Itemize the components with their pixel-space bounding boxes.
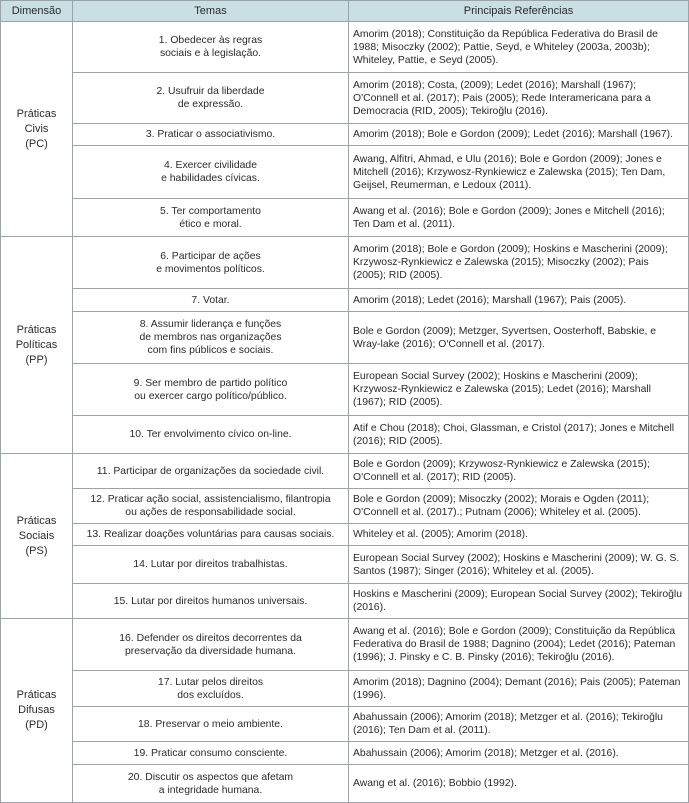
tema-cell: 9. Ser membro de partido político ou exercer cargo político/público. bbox=[73, 364, 349, 416]
referencias-cell: Awang, Alfitri, Ahmad, e Ulu (2016); Bole e Gordon (2009); Jones e Mitchell (2016); Krzywosz-Rynkiewicz e Zalewska (2015); Ten Dam, Geijsel, Reumerman, e Ledoux (2011). bbox=[349, 146, 689, 199]
table-row bbox=[1, 146, 689, 199]
tema-cell: 15. Lutar por direitos humanos universais. bbox=[73, 584, 349, 619]
table-row bbox=[1, 73, 689, 124]
header-temas: Temas bbox=[73, 1, 349, 22]
table-row bbox=[1, 454, 689, 489]
referencias-cell: Awang et al. (2016); Bobbio (1992). bbox=[349, 765, 689, 803]
table-row bbox=[1, 584, 689, 619]
dimension-cell: Práticas Sociais (PS) bbox=[1, 454, 73, 619]
tema-cell: 1. Obedecer às regras sociais e à legislação. bbox=[73, 22, 349, 73]
referencias-cell: Whiteley et al. (2005); Amorim (2018). bbox=[349, 524, 689, 546]
tema-cell: 6. Participar de ações e movimentos políticos. bbox=[73, 237, 349, 289]
table-row bbox=[1, 364, 689, 416]
table-row bbox=[1, 742, 689, 765]
tema-cell: 4. Exercer civilidade e habilidades cívicas. bbox=[73, 146, 349, 199]
tema-cell: 5. Ter comportamento ético e moral. bbox=[73, 199, 349, 237]
tema-cell: 10. Ter envolvimento cívico on-line. bbox=[73, 416, 349, 454]
table-row bbox=[1, 416, 689, 454]
tema-cell: 2. Usufruir da liberdade de expressão. bbox=[73, 73, 349, 124]
header-referencias: Principais Referências bbox=[349, 1, 689, 22]
tema-cell: 16. Defender os direitos decorrentes da preservação da diversidade humana. bbox=[73, 619, 349, 671]
tema-cell: 12. Praticar ação social, assistencialismo, filantropia ou ações de responsabilidade social. bbox=[73, 489, 349, 524]
dimension-cell: Práticas Difusas (PD) bbox=[1, 619, 73, 803]
tema-cell: 11. Participar de organizações da sociedade civil. bbox=[73, 454, 349, 489]
table-row bbox=[1, 124, 689, 146]
header-dimensao: Dimensão bbox=[1, 1, 73, 22]
tema-cell: 13. Realizar doações voluntárias para causas sociais. bbox=[73, 524, 349, 546]
tema-cell: 3. Praticar o associativismo. bbox=[73, 124, 349, 146]
table-row bbox=[1, 546, 689, 584]
referencias-cell: Amorim (2018); Constituição da República Federativa do Brasil de 1988; Misoczky (2002); Pattie, Seyd, e Whiteley (2003a, 2003b); Whiteley, Pattie, e Seyd (2005). bbox=[349, 22, 689, 73]
tema-cell: 18. Preservar o meio ambiente. bbox=[73, 707, 349, 742]
referencias-cell: Amorim (2018); Dagnino (2004); Demant (2016); Pais (2005); Pateman (1996). bbox=[349, 671, 689, 707]
table-row bbox=[1, 199, 689, 237]
referencias-cell: Abahussain (2006); Amorim (2018); Metzger et al. (2016); Tekiroğlu (2016); Ten Dam et al. (2011). bbox=[349, 707, 689, 742]
referencias-cell: Amorim (2018); Bole e Gordon (2009); Hoskins e Mascherini (2009); Krzywosz-Rynkiewicz e Zalewska (2015); Misoczky (2002); Pais (2005); RID (2005). bbox=[349, 237, 689, 289]
tema-cell: 8. Assumir liderança e funções de membros nas organizações com fins públicos e sociais. bbox=[73, 312, 349, 364]
table-row bbox=[1, 237, 689, 289]
table-row bbox=[1, 707, 689, 742]
tema-cell: 19. Praticar consumo consciente. bbox=[73, 742, 349, 765]
referencias-cell: Awang et al. (2016); Bole e Gordon (2009); Jones e Mitchell (2016); Ten Dam et al. (2011). bbox=[349, 199, 689, 237]
table-row bbox=[1, 524, 689, 546]
header-row bbox=[1, 1, 689, 22]
referencias-cell: European Social Survey (2002); Hoskins e Mascherini (2009); W. G. S. Santos (1987); Singer (2016); Whiteley et al. (2005). bbox=[349, 546, 689, 584]
table-row bbox=[1, 619, 689, 671]
referencias-cell: Bole e Gordon (2009); Misoczky (2002); Morais e Ogden (2011); O'Connell et al. (2017).; Putnam (2006); Whiteley et al. (2005). bbox=[349, 489, 689, 524]
referencias-cell: Amorim (2018); Ledet (2016); Marshall (1967); Pais (2005). bbox=[349, 289, 689, 312]
referencias-cell: Amorim (2018); Bole e Gordon (2009); Ledet (2016); Marshall (1967). bbox=[349, 124, 689, 146]
referencias-cell: Awang et al. (2016); Bole e Gordon (2009); Constituição da República Federativa do Brasil de 1988; Dagnino (2004); Ledet (2016); Pateman (1996); J. Pinsky e C. B. Pinsky (2016); Tekiroğlu (2016). bbox=[349, 619, 689, 671]
referencias-cell: Atif e Chou (2018); Choi, Glassman, e Cristol (2017); Jones e Mitchell (2016); RID (2005). bbox=[349, 416, 689, 454]
referencias-cell: European Social Survey (2002); Hoskins e Mascherini (2009); Krzywosz-Rynkiewicz e Zalewska (2015); Ledet (2016); Marshall (1967); RID (2005). bbox=[349, 364, 689, 416]
table-row bbox=[1, 765, 689, 803]
referencias-cell: Bole e Gordon (2009); Metzger, Syvertsen, Oosterhoff, Babskie, e Wray-lake (2016); O'Connell et al. (2017). bbox=[349, 312, 689, 364]
table-row bbox=[1, 489, 689, 524]
tema-cell: 7. Votar. bbox=[73, 289, 349, 312]
referencias-cell: Abahussain (2006); Amorim (2018); Metzger et al. (2016). bbox=[349, 742, 689, 765]
tema-cell: 17. Lutar pelos direitos dos excluídos. bbox=[73, 671, 349, 707]
referencias-cell: Amorim (2018); Costa, (2009); Ledet (2016); Marshall (1967); O'Connell et al. (2017); Pais (2005); Rede Interamericana para a Democracia (RID, 2005); Tekiroğlu (2016). bbox=[349, 73, 689, 124]
tema-cell: 20. Discutir os aspectos que afetam a integridade humana. bbox=[73, 765, 349, 803]
referencias-cell: Bole e Gordon (2009); Krzywosz-Rynkiewicz e Zalewska (2015); O'Connell et al. (2017); RID (2005). bbox=[349, 454, 689, 489]
dimension-cell: Práticas Políticas (PP) bbox=[1, 237, 73, 454]
dimension-cell: Práticas Civis (PC) bbox=[1, 22, 73, 237]
table-row bbox=[1, 312, 689, 364]
table-row bbox=[1, 22, 689, 73]
table-row bbox=[1, 289, 689, 312]
referencias-cell: Hoskins e Mascherini (2009); European Social Survey (2002); Tekiroğlu (2016). bbox=[349, 584, 689, 619]
table-row bbox=[1, 671, 689, 707]
tema-cell: 14. Lutar por direitos trabalhistas. bbox=[73, 546, 349, 584]
